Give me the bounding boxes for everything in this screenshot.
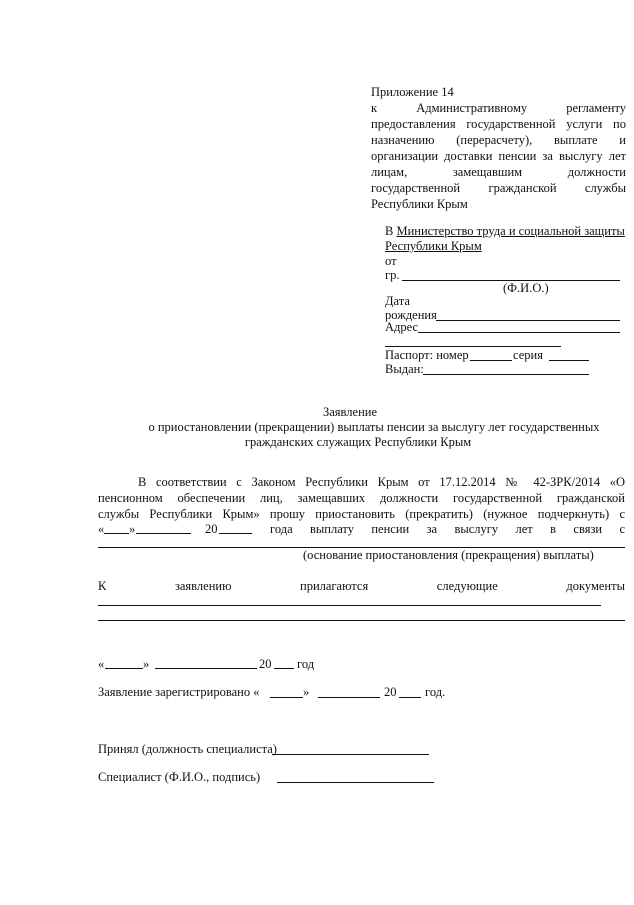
body-line-1: [138, 475, 625, 490]
fio-caption: (Ф.И.О.): [503, 281, 549, 295]
appendix-line-4: организации доставки пенсии за выслугу лет: [371, 149, 626, 163]
appendix-line-6: государственной гражданской службы: [371, 181, 626, 195]
registered-close: »: [303, 685, 310, 699]
passport-label: Паспорт: номер: [385, 348, 469, 362]
registered-day-field[interactable]: [270, 697, 303, 698]
birth-date-field[interactable]: [436, 320, 620, 321]
appendix-title: Приложение 14: [371, 85, 454, 99]
body-date-open: «: [98, 522, 105, 536]
appendix-block: [371, 84, 626, 212]
address-field-2[interactable]: [385, 346, 561, 347]
body-line-4: [270, 522, 625, 537]
body-day-field[interactable]: [104, 533, 129, 534]
body-line-2-text: пенсионном обеспечении лиц, замещавших должности государственной гражданской: [98, 491, 625, 505]
appendix-line-5: лицам, замещавшим должности: [371, 165, 626, 179]
body-line-3: [98, 507, 625, 522]
heading-line-2: гражданских служащих Республики Крым: [244, 435, 472, 449]
addressee-to: [385, 224, 625, 239]
attachments-word-2: заявлению: [174, 579, 232, 593]
appendix-line-2: предоставления государственной услуги по: [371, 117, 626, 131]
appendix-line-3: назначению (перерасчету), выплате и: [371, 133, 626, 147]
specialist-signature-field[interactable]: [277, 782, 434, 783]
passport-series-field[interactable]: [549, 360, 589, 361]
issued-by-field[interactable]: [423, 374, 589, 375]
body-year-prefix: 20: [205, 522, 218, 536]
attachments-word-4: следующие: [436, 579, 498, 593]
addressee-to-prefix: В: [385, 224, 397, 238]
registered-month-field[interactable]: [318, 697, 380, 698]
body-line-3-text: службы Республики Крым» прошу приостановить (прекратить) (нужное подчеркнуть) с: [98, 507, 625, 521]
attachments-line: [98, 579, 625, 594]
registered-label: Заявление зарегистрировано «: [98, 685, 260, 699]
body-date-close: »: [129, 522, 136, 536]
series-label: серия: [513, 348, 543, 362]
ministry-name-line2: Республики Крым: [385, 239, 482, 253]
accepted-position-field[interactable]: [272, 754, 429, 755]
from-label: от: [385, 254, 397, 268]
date-year-prefix: 20: [259, 657, 272, 671]
address-field-1[interactable]: [418, 332, 620, 333]
date-day-field[interactable]: [105, 668, 143, 669]
date-open: «: [98, 657, 105, 671]
attachments-word-1: К: [98, 579, 107, 593]
attachments-field-2[interactable]: [98, 620, 625, 621]
appendix-line-7: Республики Крым: [371, 197, 468, 211]
attachments-word-3: прилагаются: [300, 579, 369, 593]
registered-year-field[interactable]: [399, 697, 421, 698]
attachments-field-1[interactable]: [98, 605, 601, 606]
attachments-word-5: документы: [566, 579, 625, 593]
body-month-field[interactable]: [136, 533, 191, 534]
document-title: Заявление: [322, 405, 377, 419]
birth-label-2: рождения: [385, 308, 437, 322]
birth-label-1: Дата: [385, 294, 410, 308]
registered-year-prefix: 20: [384, 685, 397, 699]
date-close: »: [143, 657, 150, 671]
date-month-field[interactable]: [155, 668, 257, 669]
appendix-line-1: к Административному регламенту: [371, 101, 626, 115]
date-year-field[interactable]: [274, 668, 294, 669]
citizen-label: гр.: [385, 268, 400, 282]
body-line-1-text: В соответствии с Законом Республики Крым от 17.12.2014 № 42-ЗРК/2014 «О: [138, 475, 625, 489]
specialist-label: Специалист (Ф.И.О., подпись): [98, 770, 261, 784]
registered-year-suffix: год.: [425, 685, 446, 699]
body-line-4-text: года выплату пенсии за выслугу лет в связи с: [270, 522, 625, 536]
reason-caption: (основание приостановления (прекращения) выплаты): [303, 548, 594, 562]
date-year-suffix: год: [297, 657, 315, 671]
address-label: Адрес: [385, 320, 419, 334]
passport-number-field[interactable]: [470, 360, 512, 361]
accepted-label: Принял (должность специалиста): [98, 742, 277, 756]
body-year-field[interactable]: [219, 533, 252, 534]
body-line-2: [98, 491, 625, 506]
ministry-name-line1: Министерство труда и социальной защиты: [396, 224, 625, 238]
issued-label: Выдан:: [385, 362, 424, 376]
heading-line-1: о приостановлении (прекращении) выплаты пенсии за выслугу лет государственных: [148, 420, 600, 434]
